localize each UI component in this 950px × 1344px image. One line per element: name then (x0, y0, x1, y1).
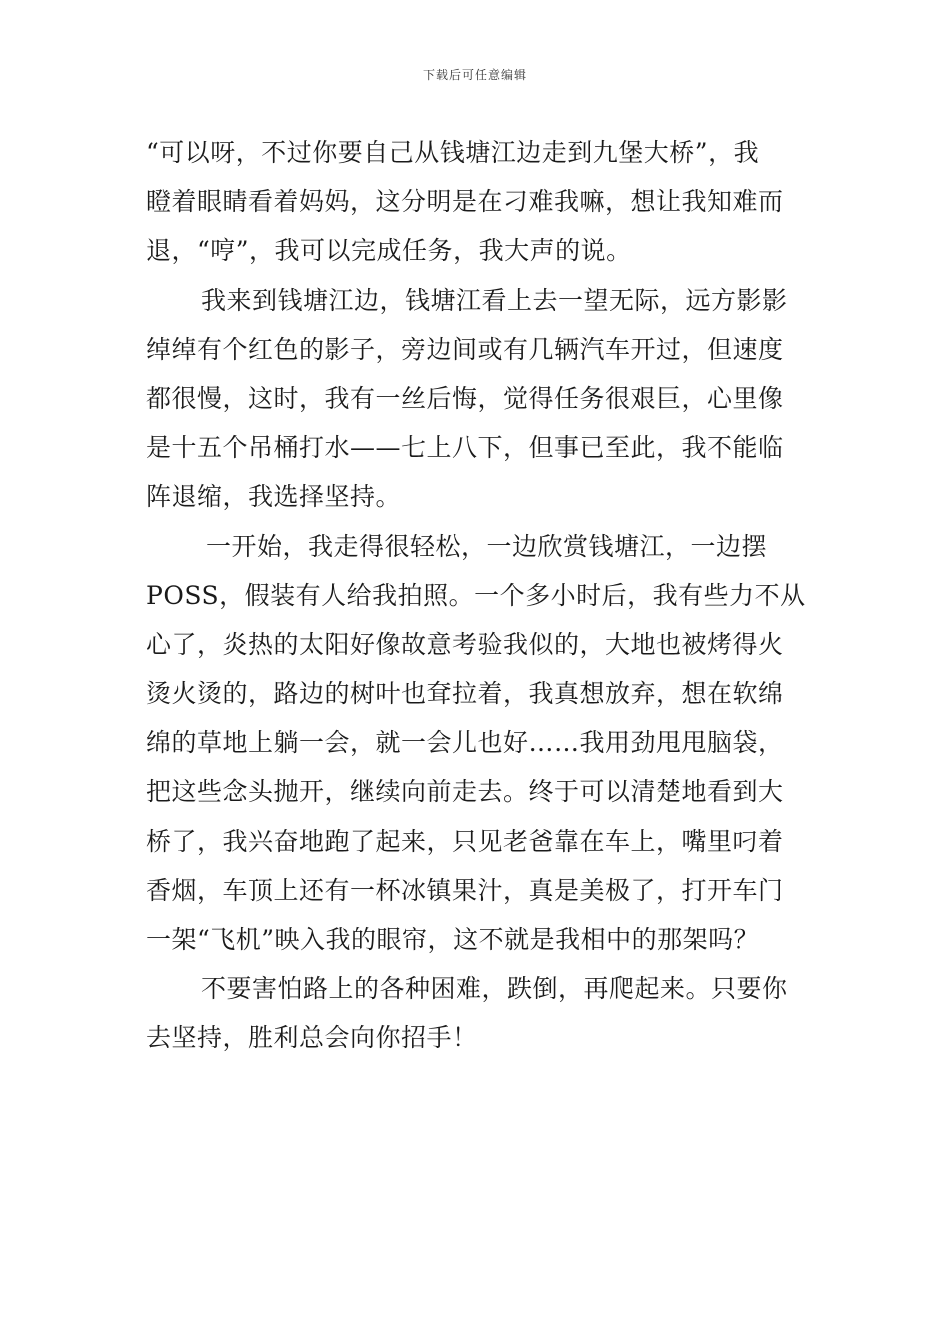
text-line: 烫火烫的，路边的树叶也耷拉着，我真想放弃，想在软绵 (146, 679, 784, 709)
text-line: 阵退缩，我选择坚持。 (146, 482, 402, 512)
text-line: 桥了，我兴奋地跑了起来，只见老爸靠在车上，嘴里叼着 (146, 826, 784, 856)
text-line: 瞪着眼睛看着妈妈，这分明是在刁难我嘛，想让我知难而 (146, 187, 784, 217)
text-line: 香烟，车顶上还有一杯冰镇果汁，真是美极了，打开车门 (146, 875, 784, 905)
paragraph (146, 522, 810, 965)
text-line: 退，“哼”，我可以完成任务，我大声的说。 (146, 236, 632, 266)
text-line: 绰绰有个红色的影子，旁边间或有几辆汽车开过，但速度 (146, 334, 784, 364)
text-line: 心了，炎热的太阳好像故意考验我似的，大地也被烤得火 (146, 629, 784, 659)
text-line: 一架“飞机”映入我的眼帘，这不就是我相中的那架吗？ (146, 925, 760, 954)
text-line: 都很慢，这时，我有一丝后悔，觉得任务很艰巨，心里像 (146, 383, 784, 413)
paragraph (146, 964, 810, 1062)
text-line: 是十五个吊桶打水——七上八下，但事已至此，我不能临 (146, 433, 784, 463)
text-line: 绵的草地上躺一会，就一会儿也好……我用劲甩甩脑袋， (146, 728, 784, 758)
text-line: 去坚持，胜利总会向你招手！ (146, 1023, 478, 1053)
text-line: 把这些念头抛开，继续向前走去。终于可以清楚地看到大 (146, 777, 784, 807)
text-line: POSS，假装有人给我拍照。一个多小时后，我有些力不从 (146, 580, 806, 610)
document-body (146, 128, 810, 1063)
text-line: “可以呀，不过你要自己从钱塘江边走到九堡大桥”，我 (146, 138, 760, 167)
text-line: 一开始，我走得很轻松，一边欣赏钱塘江，一边摆 (206, 531, 768, 561)
paragraph (146, 276, 810, 522)
page-header: 下载后可任意编辑 (422, 68, 527, 82)
paragraph (146, 128, 810, 276)
text-line: 我来到钱塘江边，钱塘江看上去一望无际，远方影影 (201, 285, 788, 315)
text-line: 不要害怕路上的各种困难，跌倒，再爬起来。只要你 (201, 974, 788, 1004)
